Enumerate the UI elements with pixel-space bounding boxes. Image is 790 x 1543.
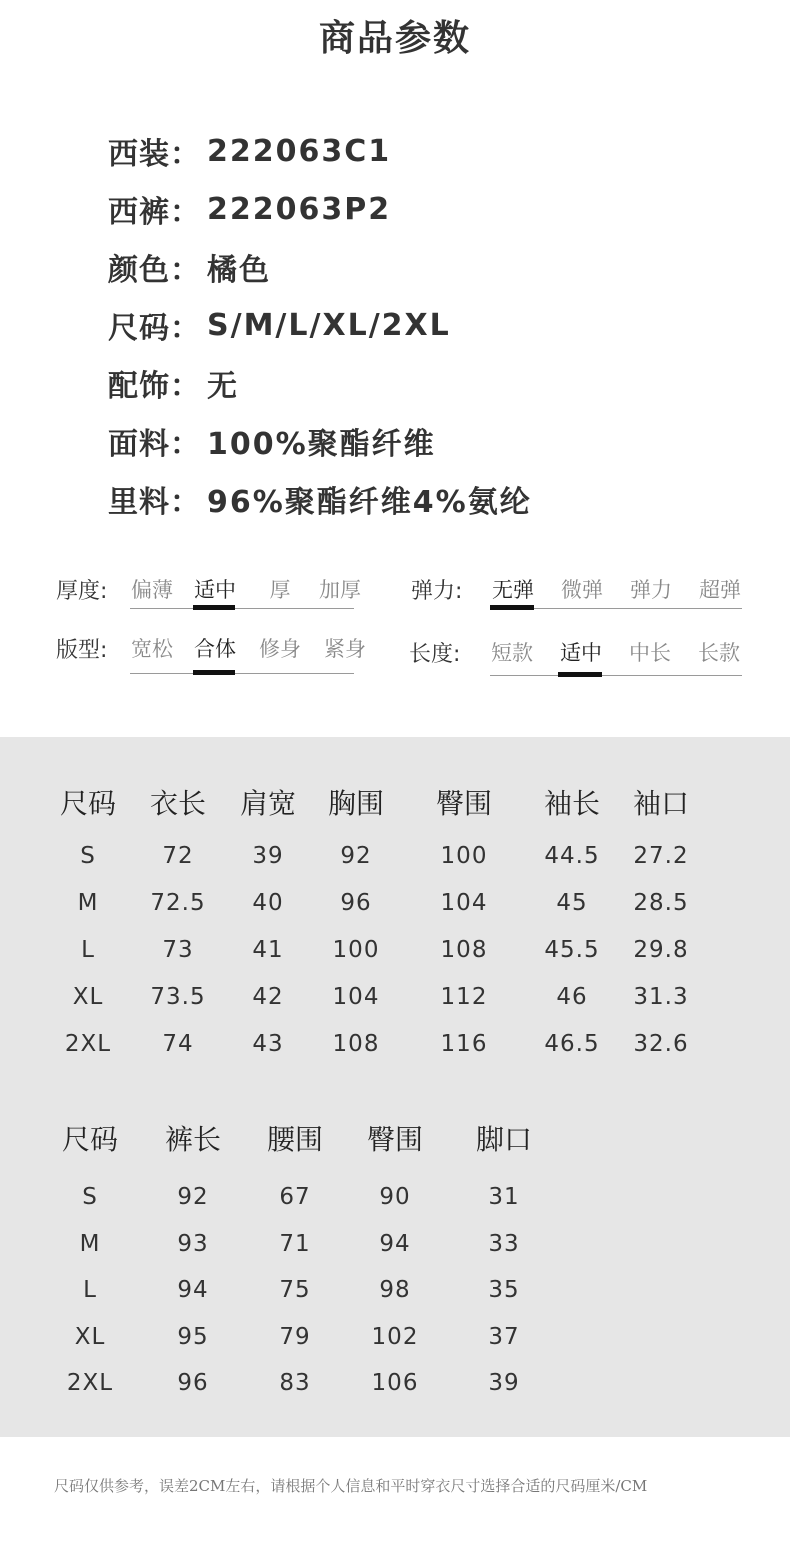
table-header-cell: 袖口 — [632, 787, 689, 820]
attribute-option: 宽松 — [131, 637, 173, 661]
attribute-scale-line — [490, 675, 742, 676]
attribute-selected-marker — [193, 670, 235, 675]
table-header-cell: 尺码 — [61, 1123, 118, 1156]
table-cell: 45.5 — [544, 937, 600, 963]
table-cell: S — [80, 843, 96, 869]
table-cell: 45 — [556, 890, 588, 916]
table-cell: 43 — [252, 1031, 284, 1057]
table-cell: 2XL — [64, 1031, 112, 1057]
table-cell: 92 — [177, 1184, 209, 1210]
table-cell: 79 — [279, 1323, 311, 1350]
table-cell: 90 — [379, 1184, 411, 1210]
table-cell: 106 — [371, 1370, 419, 1396]
attribute-option: 修身 — [259, 637, 301, 661]
table-cell: 96 — [177, 1370, 209, 1396]
attribute-label: 厚度: — [56, 579, 108, 604]
spec-label: 面料： — [108, 427, 201, 462]
spec-row — [108, 354, 532, 412]
spec-label: 里料： — [108, 485, 201, 520]
table-cell: 94 — [379, 1230, 411, 1257]
table-cell: 73.5 — [150, 984, 206, 1010]
attribute-option: 中长 — [629, 641, 671, 665]
size-note: 尺码仅供参考，误差2CM左右，请根据个人信息和平时穿衣尺寸选择合适的尺码厘米/CM — [54, 1477, 648, 1495]
table-header-cell: 裤长 — [164, 1123, 221, 1156]
table-header-cell: 尺码 — [59, 787, 116, 820]
table-cell: 2XL — [66, 1370, 114, 1396]
table-cell: 27.2 — [633, 843, 689, 869]
table-cell: 33 — [488, 1230, 520, 1257]
table-cell: XL — [74, 1323, 106, 1350]
table-cell: 39 — [252, 843, 284, 869]
table-cell: 104 — [440, 890, 488, 916]
attribute-selected-marker — [193, 605, 235, 610]
table-cell: 112 — [440, 984, 488, 1010]
attribute-option: 长款 — [698, 641, 740, 665]
table-cell: 73 — [162, 937, 194, 963]
table-cell: 83 — [279, 1370, 311, 1396]
attribute-selected-marker — [558, 672, 602, 677]
spec-value: 222063P2 — [207, 191, 392, 227]
attribute-selected-marker — [490, 605, 534, 610]
table-cell: 100 — [332, 937, 380, 963]
spec-value: 222063C1 — [207, 133, 392, 169]
attribute-option: 偏薄 — [131, 578, 173, 602]
attribute-option: 合体 — [194, 637, 236, 661]
spec-label: 西装： — [108, 137, 201, 172]
table-header-cell: 脚口 — [475, 1123, 532, 1156]
table-cell: 102 — [371, 1323, 419, 1350]
spec-value: S/M/L/XL/2XL — [207, 307, 451, 343]
table-cell: 72 — [162, 843, 194, 869]
table-cell: 32.6 — [633, 1031, 689, 1057]
table-cell: 93 — [177, 1230, 209, 1257]
table-cell: 31 — [488, 1184, 520, 1210]
page-title: 商品参数 — [318, 18, 471, 59]
spec-row — [108, 180, 532, 238]
attribute-option: 超弹 — [699, 578, 741, 602]
table-cell: 44.5 — [544, 843, 600, 869]
table-cell: XL — [72, 984, 104, 1010]
attribute-option: 适中 — [194, 578, 236, 602]
spec-value: 无 — [207, 369, 239, 404]
attribute-option: 适中 — [560, 641, 602, 665]
table-cell: 98 — [379, 1277, 411, 1303]
table-cell: 46 — [556, 984, 588, 1010]
table-header-cell: 袖长 — [543, 787, 600, 820]
table-cell: 104 — [332, 984, 380, 1010]
table-cell: L — [83, 1277, 97, 1303]
attribute-option: 无弹 — [492, 578, 534, 602]
table-header-cell: 肩宽 — [239, 787, 296, 820]
attribute-option: 微弹 — [561, 578, 603, 602]
attribute-scale-line — [130, 608, 354, 609]
spec-row — [108, 412, 532, 470]
attribute-scale-line — [130, 673, 354, 674]
attribute-label: 弹力: — [411, 579, 463, 604]
attribute-option: 加厚 — [319, 578, 361, 602]
table-cell: 42 — [252, 984, 284, 1010]
table-header-cell: 臀围 — [435, 787, 492, 820]
table-cell: 108 — [440, 937, 488, 963]
table-cell: 108 — [332, 1031, 380, 1057]
table-cell: 46.5 — [544, 1031, 600, 1057]
table-cell: 72.5 — [150, 890, 206, 916]
table-cell: 37 — [488, 1323, 520, 1350]
table-cell: 100 — [440, 843, 488, 869]
table-cell: 40 — [252, 890, 284, 916]
attribute-label: 版型: — [56, 638, 108, 663]
table-cell: 29.8 — [633, 937, 689, 963]
spec-label: 配饰： — [108, 369, 201, 404]
table-cell: 67 — [279, 1184, 311, 1210]
table-header-cell: 腰围 — [266, 1123, 323, 1156]
table-cell: 39 — [488, 1370, 520, 1396]
table-cell: 71 — [279, 1230, 311, 1257]
table-cell: 28.5 — [633, 890, 689, 916]
spec-row — [108, 122, 532, 180]
spec-row — [108, 470, 532, 528]
table-header-cell: 臀围 — [366, 1123, 423, 1156]
table-cell: 35 — [488, 1277, 520, 1303]
spec-label: 尺码： — [108, 311, 201, 346]
spec-value: 橘色 — [207, 253, 271, 288]
table-cell: M — [77, 890, 99, 916]
attribute-option: 短款 — [491, 641, 533, 665]
spec-value: 96%聚酯纤维4%氨纶 — [207, 485, 532, 520]
table-header-cell: 衣长 — [149, 787, 206, 820]
table-cell: 41 — [252, 937, 284, 963]
table-cell: 31.3 — [633, 984, 689, 1010]
spec-list — [108, 122, 532, 528]
spec-label: 西裤： — [108, 195, 201, 230]
table-cell: 74 — [162, 1031, 194, 1057]
table-cell: 94 — [177, 1277, 209, 1303]
table-cell: L — [81, 937, 95, 963]
table-cell: 75 — [279, 1277, 311, 1303]
attribute-option: 厚 — [269, 578, 291, 602]
table-cell: 95 — [177, 1323, 209, 1350]
spec-row — [108, 296, 532, 354]
spec-value: 100%聚酯纤维 — [207, 427, 436, 462]
attribute-option: 弹力 — [630, 578, 672, 602]
attribute-label: 长度: — [409, 642, 461, 667]
table-cell: 92 — [340, 843, 372, 869]
spec-label: 颜色： — [108, 253, 201, 288]
attribute-option: 紧身 — [324, 637, 366, 661]
spec-row — [108, 238, 532, 296]
table-cell: 116 — [440, 1031, 488, 1057]
table-cell: S — [82, 1184, 98, 1210]
table-cell: 96 — [340, 890, 372, 916]
table-cell: M — [79, 1230, 101, 1257]
table-header-cell: 胸围 — [327, 787, 384, 820]
